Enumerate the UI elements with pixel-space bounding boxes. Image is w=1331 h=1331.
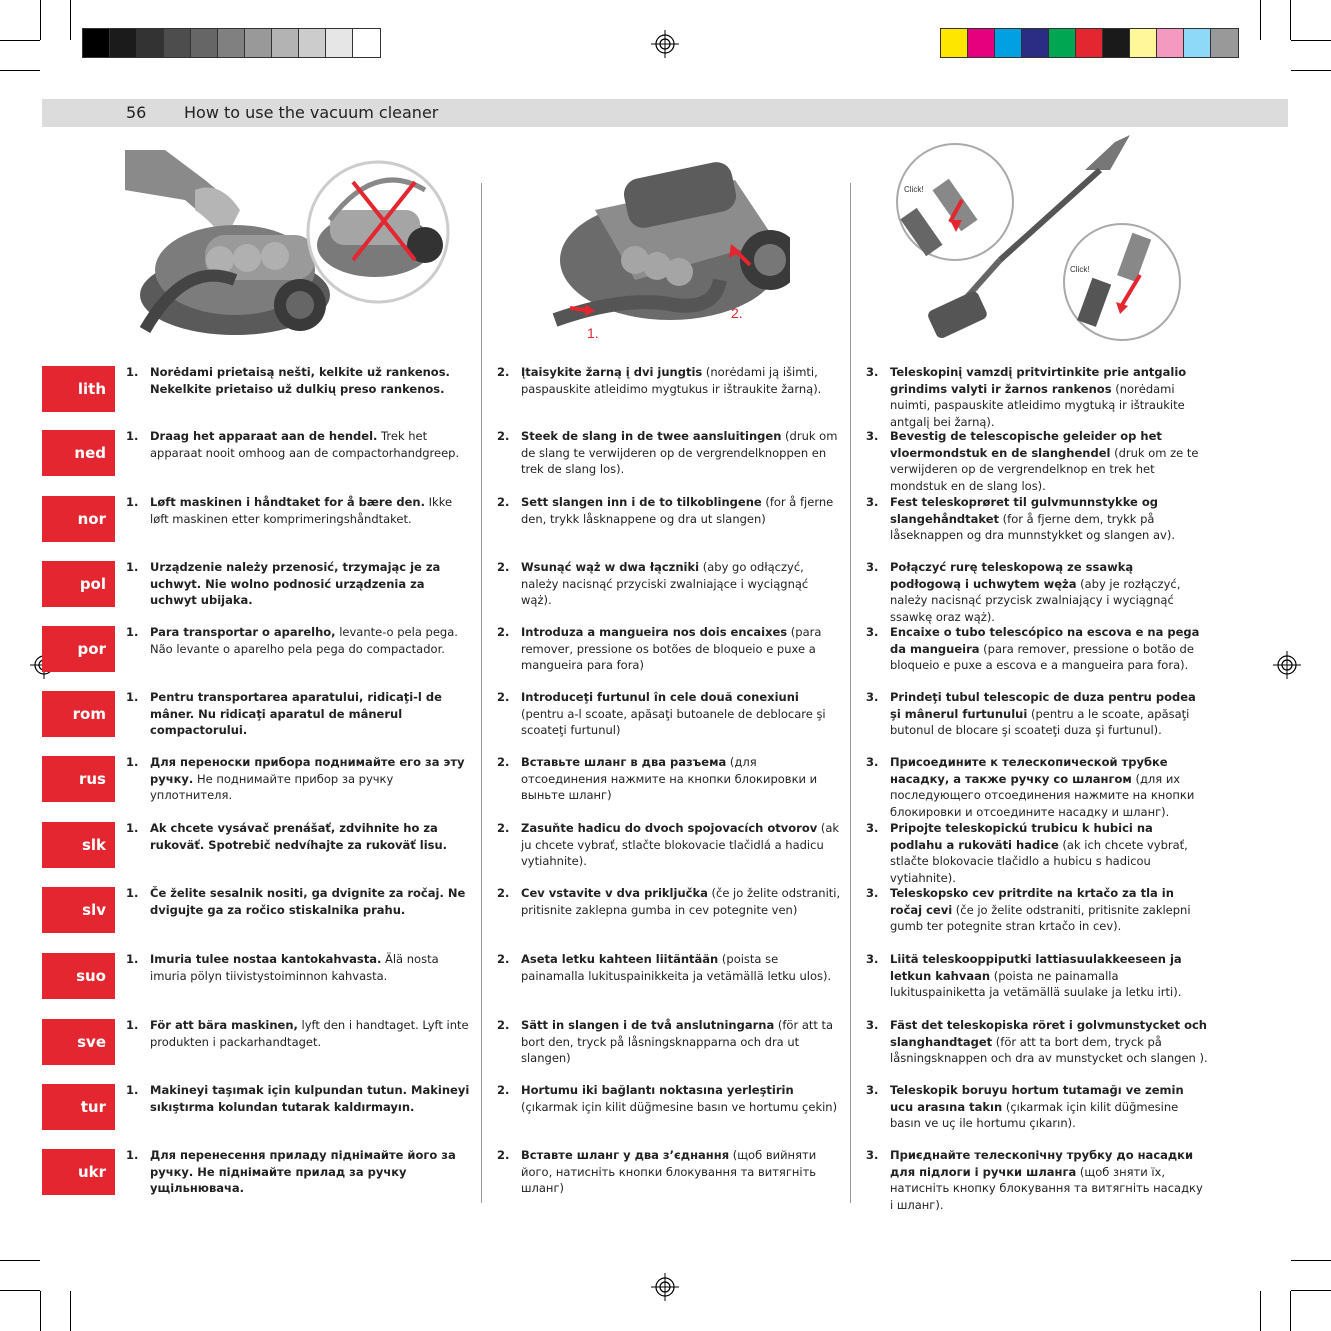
step-text-regular: Ikke løft maskinen etter komprimeringshåndtaket.: [150, 495, 453, 526]
step-number: 1.: [126, 429, 139, 443]
page-number: 56: [126, 103, 147, 122]
click-label: Click!: [1070, 265, 1090, 274]
step-text-bold: Norėdami prietaisą nešti, kelkite už rankenos. Nekelkite prietaiso už dulkių preso rankenos.: [150, 365, 450, 396]
step-text-bold: Hortumu iki bağlantı noktasına yerleştirin: [521, 1083, 794, 1097]
step-number: 1.: [126, 560, 139, 574]
step-text-regular: (pentru a-l scoate, apăsaţi butoanele de deblocare şi scoateţi furtunul): [521, 706, 826, 738]
step-text-bold: Вставте шланг у два з’єднання: [521, 1148, 730, 1162]
crop-mark: [1291, 1260, 1331, 1261]
step-text-regular: levante-o pela pega. Não levante o aparelho pela pega do compactador.: [150, 625, 458, 656]
page-title: How to use the vacuum cleaner: [184, 103, 439, 122]
step-number: 3.: [866, 1018, 879, 1032]
step-text: [890, 754, 1208, 820]
step-text-regular: (poista se painamalla lukituspainikkeita ja vetämällä letku ulos).: [521, 952, 832, 983]
figure-telescopic-tube: [890, 130, 1200, 345]
step-text-bold: Приєднайте телескопічну трубку до насадки для підлоги і ручки шланга: [890, 1148, 1194, 1179]
step-text-regular: (щоб вийняти його, натисніть кнопки блокування та витягніть шланг): [521, 1148, 817, 1196]
step-text: [890, 689, 1208, 739]
step-text: [521, 951, 842, 984]
step-number: 1.: [126, 690, 139, 704]
step-text-bold: Įtaisykite žarną į dvi jungtis: [521, 365, 703, 379]
step-text-bold: Для переноски прибора поднимайте его за эту ручку.: [150, 755, 465, 786]
step-text-bold: Pentru transportarea aparatului, ridicaţi-l de mâner. Nu ridicaţi aparatul de mânerul compactorului.: [150, 690, 442, 738]
step-text-regular: (para remover, pressione o botão de bloqueio e puxe a escova e a mangueira para fora).: [890, 641, 1194, 673]
language-tab-ned: ned: [42, 430, 115, 476]
step-number: 2.: [497, 560, 510, 574]
step-text-regular: lyft den i handtaget. Lyft inte produkten i packarhandtaget.: [150, 1018, 469, 1049]
step-text-regular: (ak ich chcete vybrať, stlačte blokovacie tlačidlo a hubicu s hadicou vytiahnite).: [890, 837, 1188, 885]
figure-carry-handle: [125, 150, 460, 340]
language-tab-rom: rom: [42, 691, 115, 737]
step-text-bold: Pripojte teleskopickú trubicu k hubici na podlahu a rukoväti hadice: [890, 821, 1153, 852]
step-text-regular: (če jo želite odstraniti, pritisnite zaklepni gumb ter potegnite stran krtačo in cev).: [890, 902, 1191, 934]
registration-mark-icon: [1273, 651, 1301, 679]
step-number: 1.: [126, 625, 139, 639]
step-number: 2.: [497, 952, 510, 966]
step-text-regular: (для отсоединения нажмите на кнопки блокировки и выньте шланг): [521, 755, 818, 803]
step-number: 1.: [126, 365, 139, 379]
step-text-regular: (poista ne painamalla lukituspainiketta ja vetämällä suulake ja letku irti).: [890, 968, 1182, 1000]
step-text-regular: (for å fjerne dem, trykk på låseknappen og dra munnstykket og slangen av).: [890, 511, 1175, 543]
step-text-bold: Для перенесення приладу піднімайте його за ручку. Не піднімайте прилад за ручку ущільнювача.: [150, 1148, 456, 1196]
step-text-bold: Teleskopinį vamzdį pritvirtinkite prie antgalio grindims valyti ir žarnos rankenos: [890, 365, 1187, 396]
step-number: 3.: [866, 495, 879, 509]
crop-mark: [70, 1291, 71, 1331]
step-number: 1.: [126, 755, 139, 769]
step-number: 1.: [126, 1083, 139, 1097]
language-tab-sve: sve: [42, 1019, 115, 1065]
language-tab-rus: rus: [42, 756, 115, 802]
step-text: [521, 1017, 842, 1067]
step-text-bold: Introduza a mangueira nos dois encaixes: [521, 625, 788, 639]
step-text: [521, 1147, 842, 1197]
step-text-bold: Teleskopsko cev pritrdite na krtačo za tla in ročaj cevi: [890, 886, 1174, 917]
crop-mark: [1260, 1291, 1261, 1331]
crop-mark: [1291, 40, 1331, 41]
step-number: 3.: [866, 952, 879, 966]
step-text-regular: Älä nosta imuria pölyn tiivistystoiminnon kahvasta.: [150, 952, 439, 983]
step-number: 1.: [126, 886, 139, 900]
step-text-bold: Вставьте шланг в два разъема: [521, 755, 727, 769]
language-tab-tur: tur: [42, 1084, 115, 1130]
step-text-regular: (aby go odłączyć, należy nacisnąć przyciski zwalniające i wyciągnąć wąż).: [521, 560, 809, 608]
step-number: 3.: [866, 755, 879, 769]
crop-mark: [40, 1291, 41, 1331]
step-text-regular: (för att ta bort den, tryck på låsningsknapparna och dra ut slangen): [521, 1018, 834, 1066]
step-text: [890, 1017, 1208, 1067]
step-number: 2.: [497, 365, 510, 379]
step-text: [150, 494, 471, 527]
step-text: [150, 1147, 471, 1197]
step-text: [150, 885, 471, 918]
step-text-regular: (çıkarmak için kilit düğmesine basın ve uç ile hortumu çıkarın).: [890, 1099, 1179, 1131]
step-number: 2.: [497, 1083, 510, 1097]
step-text-bold: Sett slangen inn i de to tilkoblingene: [521, 495, 762, 509]
step-text-regular: (для их последующего отсоединения нажмите на кнопки блокировки и отсоедините насадку и шланг).: [890, 771, 1195, 819]
step-text-bold: Steek de slang in de twee aansluitingen: [521, 429, 782, 443]
step-number: 3.: [866, 1083, 879, 1097]
language-tab-nor: nor: [42, 496, 115, 542]
step-text: [150, 624, 471, 657]
step-text: [890, 1147, 1208, 1213]
step-text: [890, 951, 1208, 1001]
step-text-bold: Prindeţi tubul telescopic de duza pentru podea şi mânerul furtunului: [890, 690, 1196, 721]
crop-mark: [1290, 1291, 1291, 1331]
step-text-regular: (çıkarmak için kilit düğmesine basın ve hortumu çekin): [521, 1099, 838, 1114]
step-text: [521, 820, 842, 870]
step-text: [890, 428, 1208, 494]
step-text-regular: (para remover, pressione os botões de bloqueio e puxe a mangueira para fora): [521, 625, 822, 673]
step-number: 2.: [497, 821, 510, 835]
language-tab-lith: lith: [42, 366, 115, 412]
step-text: [890, 559, 1208, 625]
step-number: 3.: [866, 886, 879, 900]
step-text-bold: Aseta letku kahteen liitäntään: [521, 952, 719, 966]
column-divider: [481, 183, 482, 1203]
figure-hose-connections: [545, 150, 790, 340]
step-text: [521, 559, 842, 609]
step-text-bold: Fäst det teleskopiska röret i golvmunstycket och slanghandtaget: [890, 1018, 1207, 1049]
process-color-bar: [940, 28, 1239, 58]
step-number: 2.: [497, 625, 510, 639]
step-text-regular: (för att ta bort dem, tryck på låsningsknappen och dra av munstycket och slangen ).: [890, 1034, 1208, 1066]
step-number: 1.: [126, 952, 139, 966]
crop-mark: [1260, 0, 1261, 40]
step-text: [521, 494, 842, 527]
crop-mark: [1290, 0, 1291, 40]
step-text: [521, 428, 842, 478]
figure-step-label: 1.: [587, 325, 599, 340]
step-text-regular: Trek het apparaat nooit omhoog aan de compactorhandgreep.: [150, 429, 460, 460]
step-number: 2.: [497, 495, 510, 509]
step-text-regular: Не поднимайте прибор за ручку уплотнителя.: [150, 771, 394, 803]
step-text-bold: Ak chcete vysávač prenášať, zdvihnite ho za rukoväť. Spotrebič nedvíhajte za rukoväť lisu.: [150, 821, 448, 852]
step-number: 3.: [866, 821, 879, 835]
step-text: [521, 624, 842, 674]
step-number: 2.: [497, 690, 510, 704]
step-text-bold: Draag het apparaat aan de hendel.: [150, 429, 378, 443]
step-text-regular: (щоб зняти їх, натисніть кнопку блокування та витягніть насадку і шланг).: [890, 1164, 1203, 1212]
step-text-bold: Makineyi taşımak için kulpundan tutun. Makineyi sıkıştırma kolundan tutarak kaldırmayın.: [150, 1083, 470, 1114]
step-text: [150, 689, 471, 739]
language-tab-ukr: ukr: [42, 1149, 115, 1195]
step-number: 1.: [126, 1018, 139, 1032]
step-text-regular: (aby je rozłączyć, należy nacisnąć przycisk zwalniający i wyciągnąć ssawkę oraz wąż).: [890, 576, 1181, 624]
language-tab-slv: slv: [42, 887, 115, 933]
step-text: [890, 494, 1208, 544]
step-text: [150, 820, 471, 853]
step-number: 2.: [497, 1018, 510, 1032]
crop-mark: [0, 1290, 40, 1291]
crop-mark: [1291, 70, 1331, 71]
step-number: 2.: [497, 886, 510, 900]
step-text-bold: Løft maskinen i håndtaket for å bære den.: [150, 495, 425, 509]
step-number: 1.: [126, 821, 139, 835]
step-text-regular: (norėdami ją išimti, paspauskite atleidimo mygtukus ir ištraukite žarną).: [521, 365, 822, 396]
step-text-bold: Urządzenie należy przenosić, trzymając je za uchwyt. Nie wolno podnosić urządzenia za uchwyt ubijaka.: [150, 560, 441, 608]
step-text-bold: Liitä teleskooppiputki lattiasuulakkeeseen ja letkun kahvaan: [890, 952, 1182, 983]
step-text: [150, 754, 471, 804]
language-tab-slk: slk: [42, 822, 115, 868]
step-text-regular: (for å fjerne den, trykk låsknappene og dra ut slangen): [521, 495, 834, 526]
step-text-bold: Sätt in slangen i de två anslutningarna: [521, 1018, 775, 1032]
figure-step-label: 2.: [731, 305, 743, 321]
step-number: 1.: [126, 1148, 139, 1162]
step-text: [890, 820, 1208, 886]
step-text-bold: Cev vstavite v dva priključka: [521, 886, 708, 900]
step-text: [150, 559, 471, 609]
step-text-regular: (ak ju chcete vybrať, stlačte blokovacie tlačidlá a hadicu vytiahnite).: [521, 821, 840, 869]
step-text-bold: Teleskopik boruyu hortum tutamağı ve zemin ucu arasına takın: [890, 1083, 1184, 1114]
grayscale-color-bar: [82, 28, 381, 58]
step-text-regular: (druk om de slang te verwijderen op de vergrendelknoppen en trek de slang los).: [521, 429, 838, 477]
step-text-bold: Para transportar o aparelho,: [150, 625, 336, 639]
step-text: [150, 364, 471, 397]
page-header: [42, 99, 1288, 127]
step-text: [150, 951, 471, 984]
step-text-regular: (druk om ze te verwijderen op de vergrendelknop en trek het mondstuk en de slang los).: [890, 445, 1199, 493]
step-text: [521, 885, 842, 918]
step-text-bold: Imuria tulee nostaa kantokahvasta.: [150, 952, 382, 966]
step-number: 1.: [126, 495, 139, 509]
language-tab-pol: pol: [42, 561, 115, 607]
step-text: [890, 885, 1208, 935]
registration-mark-icon: [651, 30, 679, 58]
step-number: 3.: [866, 690, 879, 704]
step-text: [521, 754, 842, 804]
step-text-bold: För att bära maskinen,: [150, 1018, 298, 1032]
crop-mark: [0, 40, 40, 41]
step-text-bold: Wsunąć wąż w dwa łączniki: [521, 560, 700, 574]
step-text: [890, 624, 1208, 674]
step-number: 3.: [866, 429, 879, 443]
step-text-bold: Zasuňte hadicu do dvoch spojovacích otvorov: [521, 821, 818, 835]
step-text-bold: Če želite sesalnik nositi, ga dvignite za ročaj. Ne dvigujte ga za ročico stiskalnika prahu.: [150, 886, 466, 917]
step-number: 2.: [497, 1148, 510, 1162]
step-text: [150, 1017, 471, 1050]
step-text-regular: (norėdami nuimti, paspauskite atleidimo mygtuką ir ištraukite antgalį bei žarną).: [890, 381, 1185, 429]
step-number: 3.: [866, 1148, 879, 1162]
language-tab-suo: suo: [42, 953, 115, 999]
registration-mark-icon: [651, 1273, 679, 1301]
step-number: 2.: [497, 429, 510, 443]
crop-mark: [70, 0, 71, 40]
step-text: [150, 1082, 471, 1115]
click-label: Click!: [904, 185, 924, 194]
step-text-bold: Bevestig de telescopische geleider op het vloermondstuk en de slanghendel: [890, 429, 1162, 460]
step-text-regular: (če jo želite odstraniti, pritisnite zaklepna gumba in cev potegnite ven): [521, 886, 841, 917]
crop-mark: [0, 70, 40, 71]
step-text-bold: Połączyć rurę teleskopową ze ssawką podłogową i uchwytem węża: [890, 560, 1134, 591]
step-text-regular: (pentru a le scoate, apăsaţi butonul de blocare şi scoateţi duza şi furtunul).: [890, 706, 1190, 738]
step-number: 3.: [866, 365, 879, 379]
step-text-bold: Присоедините к телескопической трубке насадку, а также ручку со шлангом: [890, 755, 1168, 786]
crop-mark: [0, 1260, 40, 1261]
column-divider: [850, 183, 851, 1203]
step-number: 2.: [497, 755, 510, 769]
step-number: 3.: [866, 625, 879, 639]
step-text-bold: Encaixe o tubo telescópico na escova e na pega da mangueira: [890, 625, 1200, 656]
step-text: [890, 1082, 1208, 1132]
language-tab-por: por: [42, 626, 115, 672]
step-text: [150, 428, 471, 461]
step-text: [521, 1082, 842, 1115]
step-text: [521, 689, 842, 739]
step-text: [521, 364, 842, 397]
step-text-bold: Introduceţi furtunul în cele două conexiuni: [521, 690, 799, 704]
step-number: 3.: [866, 560, 879, 574]
step-text: [890, 364, 1208, 430]
crop-mark: [1291, 1290, 1331, 1291]
step-text-bold: Fest teleskoprøret til gulvmunnstykke og slangehåndtaket: [890, 495, 1158, 526]
crop-mark: [40, 0, 41, 40]
